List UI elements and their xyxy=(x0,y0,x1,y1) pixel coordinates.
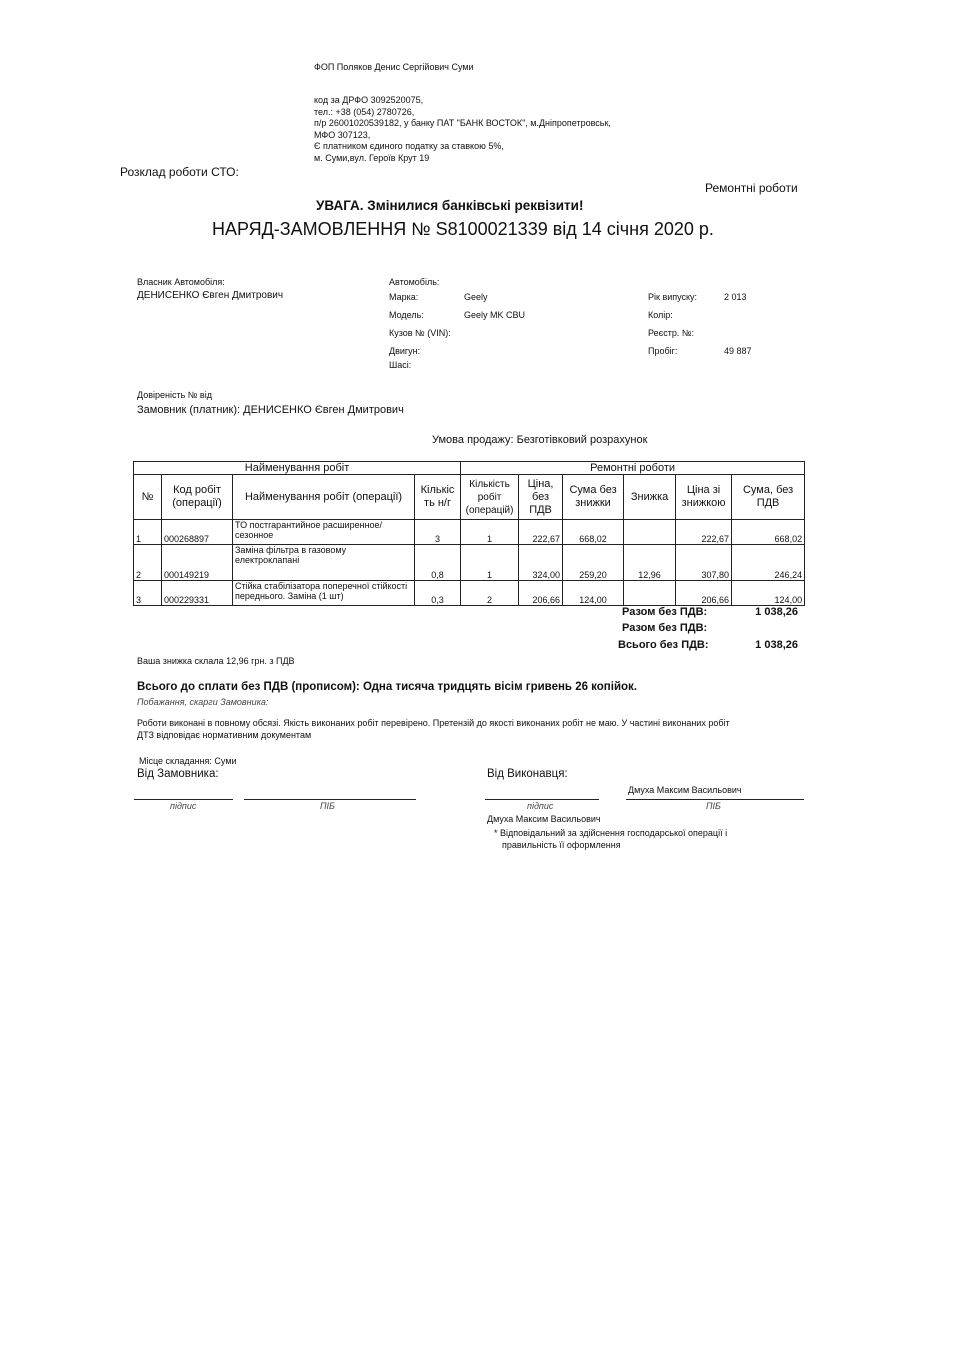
provider-detail-line: м. Суми,вул. Героїв Крут 19 xyxy=(314,152,430,163)
contractor-signature-line xyxy=(485,799,599,800)
provider-detail-line: МФО 307123, xyxy=(314,129,371,140)
cell-qty: 2 xyxy=(461,581,519,606)
totals-all-value: 1 038,26 xyxy=(755,639,798,651)
cell-code: 000229331 xyxy=(162,581,233,606)
works-table xyxy=(133,461,805,606)
cell-price-disc: 307,80 xyxy=(676,545,732,581)
total-in-words: Всього до сплати без ПДВ (прописом): Одна тисяча тридцять вісім гривень 26 копійок. xyxy=(137,681,637,693)
table-row xyxy=(134,581,805,606)
contractor-name-bottom: Дмуха Максим Васильович xyxy=(487,814,601,824)
group-header-works: Найменування робіт xyxy=(134,462,461,475)
provider-name: ФОП Поляков Денис Сергійович Суми xyxy=(314,62,474,72)
bank-notice: УВАГА. Змінилися банківські реквізити! xyxy=(316,198,584,213)
cell-discount: 12,96 xyxy=(624,545,676,581)
cell-total: 668,02 xyxy=(732,520,805,545)
col-no: № xyxy=(134,475,162,520)
car-color-label: Колір: xyxy=(648,310,673,320)
col-norm: Кількіс ть н/г xyxy=(415,475,461,520)
cell-discount xyxy=(624,520,676,545)
col-qty: Кількість робіт (операцій) xyxy=(461,475,519,520)
page-title: НАРЯД-ЗАМОВЛЕННЯ № S8100021339 від 14 січня 2020 р. xyxy=(212,219,714,239)
from-customer-label: Від Замовника: xyxy=(137,768,219,780)
sale-terms: Умова продажу: Безготівковий розрахунок xyxy=(432,434,648,446)
car-engine-label: Двигун: xyxy=(389,346,421,356)
totals-vat-label: Разом без ПДВ: xyxy=(622,622,708,634)
customer-pib-line xyxy=(244,799,416,800)
customer-pib-caption: ПІБ xyxy=(320,801,335,811)
contractor-sign-caption: підпис xyxy=(527,801,554,811)
discount-note: Ваша знижка склала 12,96 грн. з ПДВ xyxy=(137,656,295,666)
totals-all-label: Всього без ПДВ: xyxy=(618,639,709,651)
cell-price-disc: 206,66 xyxy=(676,581,732,606)
doc-type: Ремонтні роботи xyxy=(705,181,798,195)
car-mileage: 49 887 xyxy=(724,346,752,356)
car-reg-label: Реєстр. №: xyxy=(648,328,694,338)
responsible-note-line: правильність її оформлення xyxy=(502,840,621,850)
owner-label: Власник Автомобіля: xyxy=(137,277,225,287)
totals-sum-label: Разом без ПДВ: xyxy=(622,606,708,618)
provider-detail-line: Є платником єдиного податку за ставкою 5%, xyxy=(314,141,504,151)
cell-name: Заміна фільтра в газовому електроклапані xyxy=(233,545,415,581)
car-make-label: Марка: xyxy=(389,292,419,302)
car-make: Geely xyxy=(464,292,488,302)
cell-qty: 1 xyxy=(461,545,519,581)
col-price-disc: Ціна зі знижкою xyxy=(676,475,732,520)
car-model-label: Модель: xyxy=(389,310,424,320)
cell-discount xyxy=(624,581,676,606)
power-of-attorney: Довіреність № від xyxy=(137,390,212,400)
place-label: Місце складання: Суми xyxy=(139,756,237,766)
owner-name: ДЕНИСЕНКО Євген Дмитрович xyxy=(137,290,284,301)
statement-line: Роботи виконані в повному обсязі. Якість виконаних робіт перевірено. Претензій до якості виконаних робіт не маю. У частині виконаних робіт xyxy=(137,718,730,728)
cell-sum: 668,02 xyxy=(563,520,624,545)
cell-no: 1 xyxy=(134,520,162,545)
cell-code: 000268897 xyxy=(162,520,233,545)
cell-price-disc: 222,67 xyxy=(676,520,732,545)
responsible-note-line: * Відповідальний за здійснення господарської операції і xyxy=(494,828,728,838)
car-label: Автомобіль: xyxy=(389,277,440,287)
car-vin-label: Кузов № (VIN): xyxy=(389,328,451,338)
cell-qty: 1 xyxy=(461,520,519,545)
wishes-label: Побажання, скарги Замовника: xyxy=(137,697,269,707)
group-header-repair: Ремонтні роботи xyxy=(461,462,805,475)
provider-details xyxy=(314,95,611,164)
cell-name: ТО постгарантийное расширенное/сезонное xyxy=(233,520,415,545)
cell-code: 000149219 xyxy=(162,545,233,581)
customer-sign-caption: підпис xyxy=(170,801,197,811)
cell-norm: 3 xyxy=(415,520,461,545)
cell-no: 3 xyxy=(134,581,162,606)
cell-sum: 124,00 xyxy=(563,581,624,606)
table-row xyxy=(134,545,805,581)
car-mileage-label: Пробіг: xyxy=(648,346,678,356)
customer: Замовник (платник): ДЕНИСЕНКО Євген Дмитрович xyxy=(137,404,404,416)
from-contractor-label: Від Виконавця: xyxy=(487,768,568,780)
statement-line: ДТЗ відповідає нормативним документам xyxy=(137,730,312,740)
contractor-pib-caption: ПІБ xyxy=(706,801,721,811)
car-year-label: Рік випуску: xyxy=(648,292,698,302)
schedule-label: Розклад роботи СТО: xyxy=(120,165,239,179)
col-sum: Сума без знижки xyxy=(563,475,624,520)
provider-detail-line: код за ДРФО 3092520075, xyxy=(314,95,424,105)
cell-total: 246,24 xyxy=(732,545,805,581)
col-discount: Знижка xyxy=(624,475,676,520)
cell-norm: 0,3 xyxy=(415,581,461,606)
col-price: Ціна, без ПДВ xyxy=(519,475,563,520)
responsible-note xyxy=(494,827,727,851)
contractor-name-top: Дмуха Максим Васильович xyxy=(628,785,742,795)
provider-detail-line: п/р 26001020539182, у банку ПАТ "БАНК ВОСТОК", м.Дніпропетровськ, xyxy=(314,118,611,128)
cell-name: Стійка стабілізатора поперечної стійкості переднього. Заміна (1 шт) xyxy=(233,581,415,606)
car-year: 2 013 xyxy=(724,292,747,302)
cell-price: 222,67 xyxy=(519,520,563,545)
col-code: Код робіт (операції) xyxy=(162,475,233,520)
statement xyxy=(137,717,730,741)
cell-total: 124,00 xyxy=(732,581,805,606)
col-total: Сума, без ПДВ xyxy=(732,475,805,520)
car-model: Geely MK CBU xyxy=(464,310,526,320)
table-row xyxy=(134,520,805,545)
customer-signature-line xyxy=(134,799,233,800)
car-chassis-label: Шасі: xyxy=(389,360,412,370)
contractor-pib-line xyxy=(626,799,804,800)
cell-no: 2 xyxy=(134,545,162,581)
provider-detail-line: тел.: +38 (054) 2780726, xyxy=(314,106,415,117)
totals-sum-value: 1 038,26 xyxy=(755,606,798,618)
cell-sum: 259,20 xyxy=(563,545,624,581)
cell-norm: 0,8 xyxy=(415,545,461,581)
cell-price: 206,66 xyxy=(519,581,563,606)
cell-price: 324,00 xyxy=(519,545,563,581)
col-name: Найменування робіт (операції) xyxy=(233,475,415,520)
